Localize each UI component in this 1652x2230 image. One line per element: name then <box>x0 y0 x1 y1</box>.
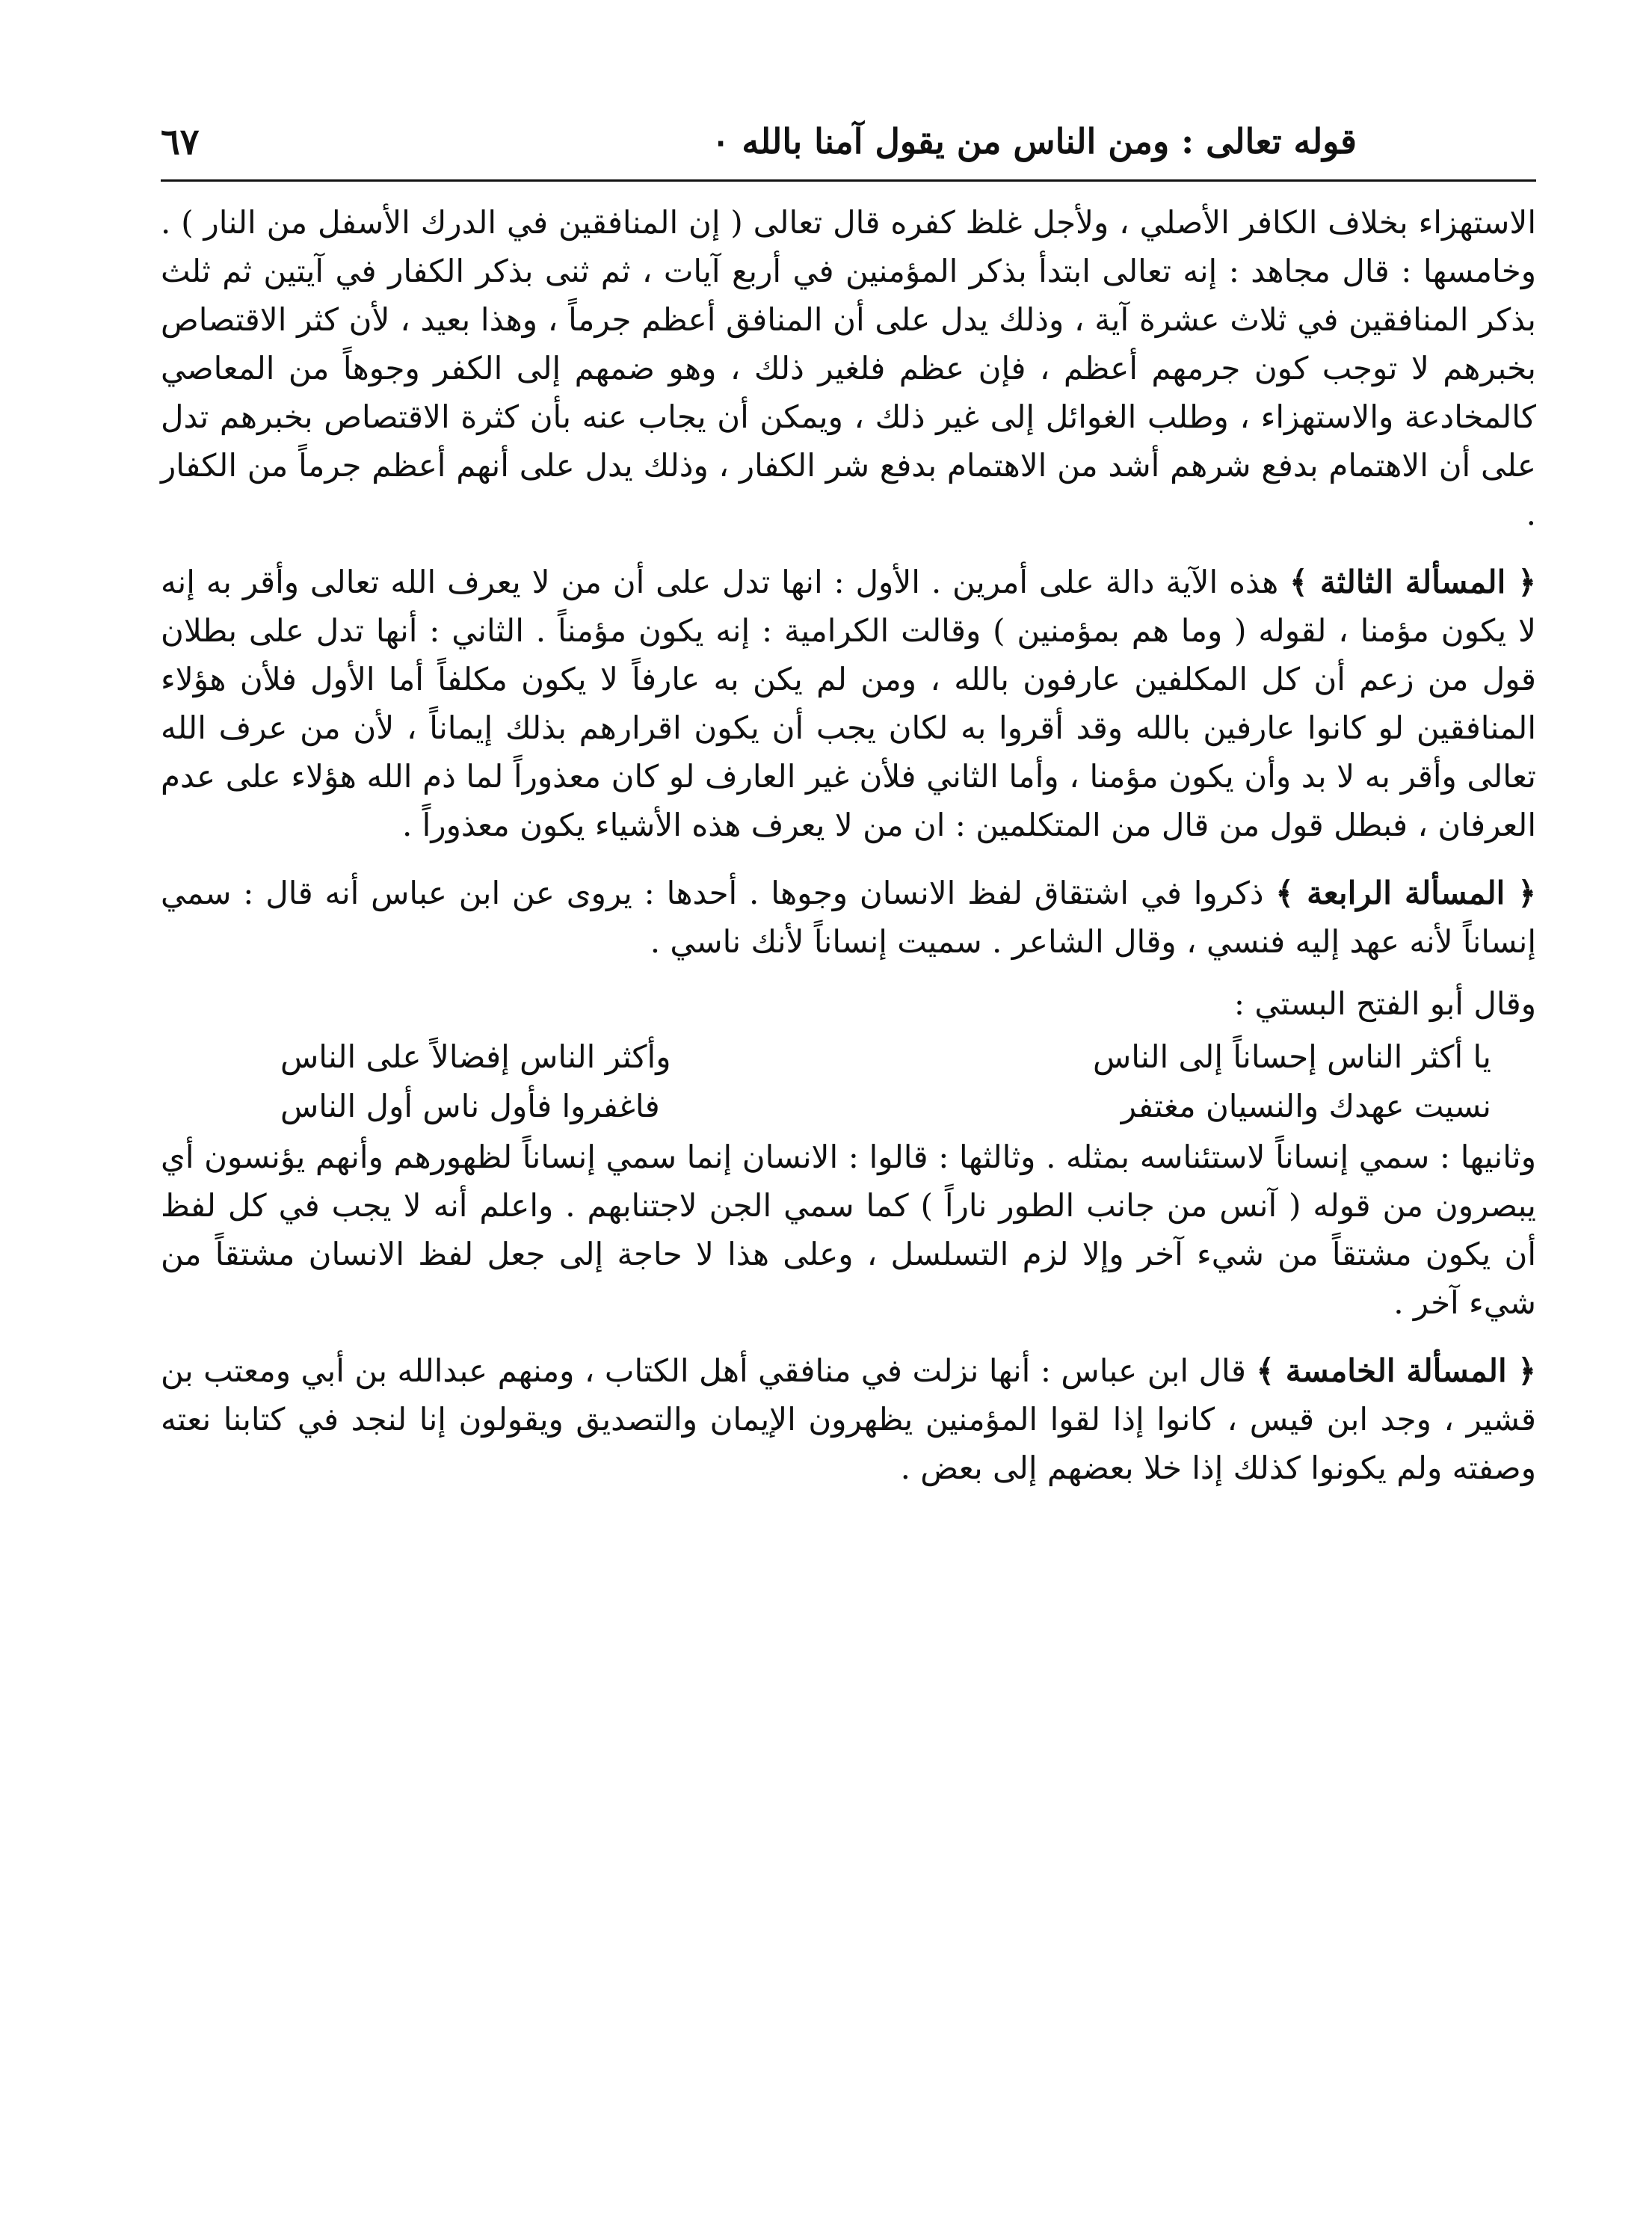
section-heading: ﴿ المسألة الثالثة ﴾ <box>1289 564 1536 600</box>
paragraph-continuation: الاستهزاء بخلاف الكافر الأصلي ، ولأجل غلظ كفره قال تعالى ( إن المنافقين في الدرك الأسفل من النار ) . وخامسها : قال مجاهد : إنه تعالى ابتدأ بذكر المؤمنين في أربع آيات ، ثم ثنى بذكر الكفار في آيتين ثم ثلث بذكر المنافقين في ثلاث عشرة آية ، وذلك يدل على أن المنافق أعظم جرماً ، وهذا بعيد ، لأن كثر الاقتصاص بخبرهم لا توجب كون جرمهم أعظم ، فإن عظم فلغير ذلك ، وهو ضمهم إلى الكفر وجوهاً من المعاصي كالمخادعة والاستهزاء ، وطلب الغوائل إلى غير ذلك ، ويمكن أن يجاب عنه بأن كثرة الاقتصاص بخبرهم تدل على أن الاهتمام بدفع شرهم أشد من الاهتمام بدفع شر الكفار ، وذلك يدل على أنهم أعظم جرماً من الكفار . <box>161 204 1536 532</box>
poem-intro: وقال أبو الفتح البستي : <box>1233 985 1536 1022</box>
page-header <box>161 112 1536 182</box>
page-number: ٦٧ <box>161 121 200 163</box>
section-text: هذه الآية دالة على أمرين . الأول : انها تدل على أن من لا يعرف الله تعالى وأقر به إنه لا يكون مؤمنا ، لقوله ( وما هم بمؤمنين ) وقالت الكرامية : إنه يكون مؤمناً . الثاني : أنها تدل على بطلان قول من زعم أن كل المكلفين عارفون بالله ، ومن لم يكن به عارفاً لا يكون مكلفاً أما الأول فلأن هؤلاء المنافقين لو كانوا عارفين بالله وقد أقروا به لكان يجب أن يكون اقرارهم بذلك إيماناً ، لأن من عرف الله تعالى وأقر به لا بد وأن يكون مؤمنا ، وأما الثاني فلأن غير العارف لو كان معذوراً لما ذم الله هؤلاء على عدم العرفان ، فبطل قول من قال من المتكلمين : ان من لا يعرف هذه الأشياء يكون معذوراً . <box>161 564 1537 843</box>
verse-first-hemistich: يا أكثر الناس إحساناً إلى الناس <box>1092 1038 1491 1075</box>
section-text: ذكروا في اشتقاق لفظ الانسان وجوها . أحدها : يروى عن ابن عباس أنه قال : سمي إنساناً لأنه عهد إليه فنسي ، وقال الشاعر . سميت إنساناً لأنك ناسي . <box>161 875 1536 960</box>
running-title: قوله تعالى : ومن الناس من يقول آمنا بالله ٠ <box>711 121 1357 161</box>
section-heading: ﴿ المسألة الخامسة ﴾ <box>1256 1352 1536 1389</box>
poem-verse <box>161 1083 1536 1130</box>
section-heading: ﴿ المسألة الرابعة ﴾ <box>1275 875 1536 911</box>
verse-second-hemistich: وأكثر الناس إفضالاً على الناس <box>280 1038 671 1075</box>
poem-verse <box>161 1034 1536 1080</box>
verse-first-hemistich: نسيت عهدك والنسيان مغتفر <box>1121 1088 1491 1124</box>
paragraph-after-poem: وثانيها : سمي إنساناً لاستئناسه بمثله . وثالثها : قالوا : الانسان إنما سمي إنساناً لظهورهم وأنهم يؤنسون أي يبصرون من قوله ( آنس من جانب الطور ناراً ) كما سمي الجن لاجتنابهم . واعلم أنه لا يجب في كل لفظ أن يكون مشتقاً من شيء آخر وإلا لزم التسلسل ، وعلى هذا لا حاجة إلى جعل لفظ الانسان مشتقاً من شيء آخر . <box>161 1139 1536 1321</box>
section-text: قال ابن عباس : أنها نزلت في منافقي أهل الكتاب ، ومنهم عبدالله بن أبي ومعتب بن قشير ، وجد ابن قيس ، كانوا إذا لقوا المؤمنين يظهرون الإيمان والتصديق ويقولون إنا لنجد في كتابنا نعته وصفته ولم يكونوا كذلك إذا خلا بعضهم إلى بعض . <box>161 1352 1536 1486</box>
section-masala-3 <box>161 558 1536 849</box>
section-masala-5 <box>161 1346 1536 1492</box>
verse-second-hemistich: فاغفروا فأول ناس أول الناس <box>280 1088 660 1124</box>
book-page <box>161 112 1536 2205</box>
poem <box>161 1034 1536 1130</box>
section-masala-4 <box>161 869 1536 966</box>
